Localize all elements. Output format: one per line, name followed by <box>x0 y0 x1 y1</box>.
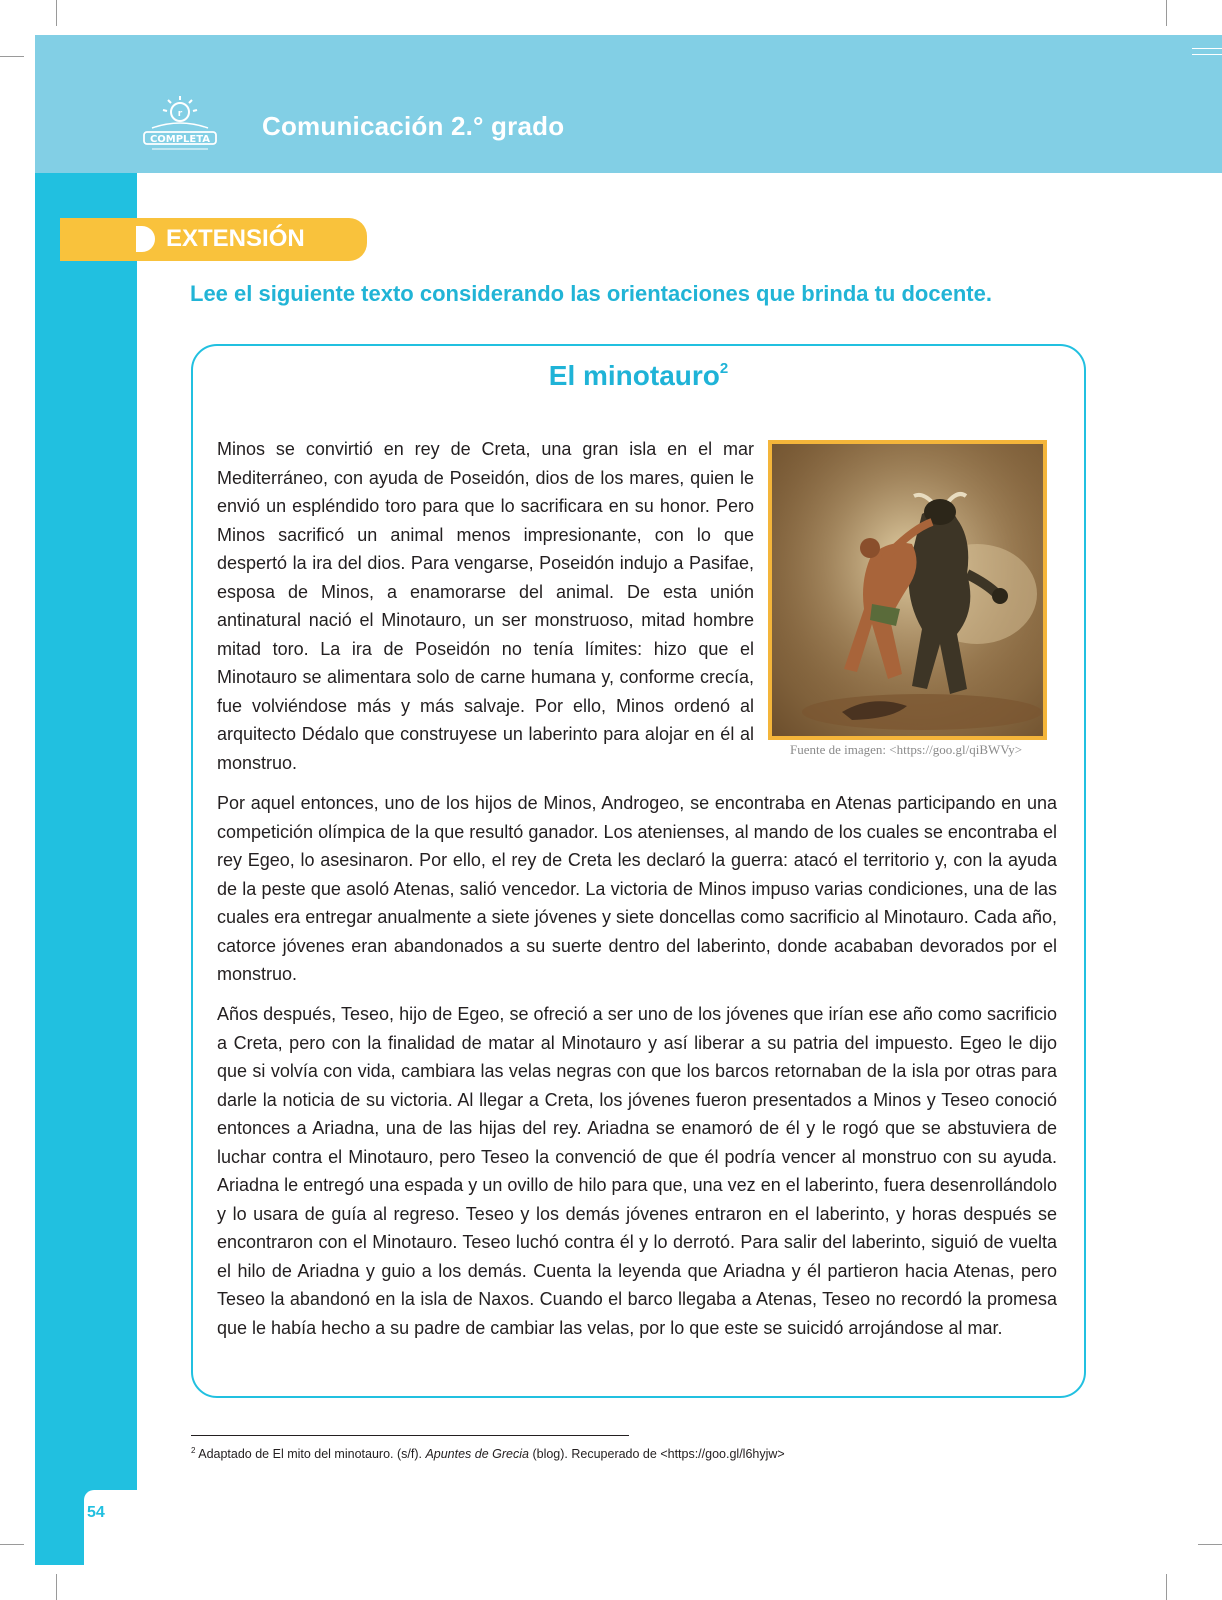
instruction-text: Lee el siguiente texto considerando las orientaciones que brinda tu docente. <box>190 281 992 306</box>
page-number: 54 <box>87 1504 105 1521</box>
header-decoration-line <box>1192 48 1222 49</box>
footnote-number: 2 <box>191 1446 196 1455</box>
crop-mark <box>0 56 24 57</box>
footnote-ref: 2 <box>719 359 729 377</box>
crop-mark <box>1166 1574 1167 1600</box>
reading-title-text: El minotauro <box>548 360 720 391</box>
crop-mark <box>1198 1544 1222 1545</box>
crop-mark <box>56 1574 57 1600</box>
image-caption: Fuente de imagen: <https://goo.gl/qiBWVy> <box>790 742 1023 757</box>
minotaur-illustration <box>768 440 1047 740</box>
header-title: Comunicación 2.° grado <box>262 111 565 141</box>
section-label: EXTENSIÓN <box>166 225 305 252</box>
paragraph-3: Años después, Teseo, hijo de Egeo, se ofreció a ser uno de los jóvenes que irían ese año como sacrificio a Creta, pero con la finalidad de matar al Minotauro y así liberar a su patria del impuesto. Egeo le dijo que si volvía con vida, cambiara las velas negras con que los barcos retornaban de la isla por otras para darle la noticia de su victoria. Al llegar a Creta, los jóvenes fueron presentados a Minos y Teseo conoció entonces a Ariadna, una de las hijas del rey. Ariadna se enamoró de él y le rogó que se abstuviera de luchar contra el Minotauro, pero Teseo la convenció de que él podría vencer al monstruo con su ayuda. Ariadna le entregó una espada y un ovillo de hilo para que, una vez en el laberinto, fuera desenrollándolo y lo usara de guía al regreso. Teseo y los demás jóvenes entraron en el laberinto, y horas después se encontraron con el Minotauro. Teseo luchó contra él y lo derrotó. Para salir del laberinto, siguió de vuelta el hilo de Ariadna y guio a los demás. Cuenta la leyenda que Ariadna y él partieron hacia Atenas, pero Teseo la abandonó en la isla de Naxos. Cuando el barco llegaba a Atenas, Teseo no recordó la promesa que le había hecho a su padre de cambiar las velas, por lo que este se suicidó arrojándose al mar. <box>217 1004 1057 1338</box>
reading-title <box>191 360 1086 392</box>
jec-logo <box>140 94 220 156</box>
footnote-text-after: (blog). Recuperado de <https://goo.gl/l6hyjw> <box>528 1447 785 1462</box>
footnote-rule <box>191 1435 629 1436</box>
svg-text:COMPLETA: COMPLETA <box>149 134 211 145</box>
footnote <box>191 1446 785 1461</box>
page-number-tab <box>84 1490 137 1565</box>
footnote-source: Apuntes de Grecia <box>425 1447 529 1462</box>
svg-text:r: r <box>177 109 183 119</box>
crop-mark <box>1166 0 1167 26</box>
paragraph-2: Por aquel entonces, uno de los hijos de Minos, Androgeo, se encontraba en Atenas participando en una competición olímpica de la que resultó ganador. Los atenienses, al mando de los cuales se encontraba el rey Egeo, lo asesinaron. Por ello, el rey de Creta les declaró la guerra: atacó el territorio y, con la ayuda de la peste que asoló Atenas, salió vencedor. La victoria de Minos impuso varias condiciones, una de las cuales era entregar anualmente a siete jóvenes y siete doncellas como sacrificio al Minotauro. Cada año, catorce jóvenes eran abandonados a su suerte dentro del laberinto, donde acababan devorados por el monstruo. <box>217 793 1057 984</box>
footnote-text-before: Adaptado de El mito del minotauro. (s/f). <box>195 1447 426 1462</box>
crop-mark <box>56 0 57 26</box>
header-decoration-line <box>1192 54 1222 55</box>
side-bar <box>35 173 137 1565</box>
crop-mark <box>0 1544 24 1545</box>
paragraph-1: Minos se convirtió en rey de Creta, una gran isla en el mar Mediterráneo, con ayuda de Poseidón, dios de los mares, quien le envió un espléndido toro para que lo sacrificara en su honor. Pero Minos sacrificó un animal menos impresionante, con lo que despertó la ira del dios. Para vengarse, Poseidón indujo a Pasifae, esposa de Minos, a enamorarse del animal. De esta unión antinatural nació el Minotauro, un ser monstruoso, mitad hombre mitad toro. La ira de Poseidón no tenía límites: hizo que el Minotauro se alimentara solo de carne humana y, conforme crecía, fue volviéndose más y más salvaje. Por ello, Minos ordenó al arquitecto Dédalo que construyese un laberinto para alojar en él al monstruo. <box>217 439 754 773</box>
